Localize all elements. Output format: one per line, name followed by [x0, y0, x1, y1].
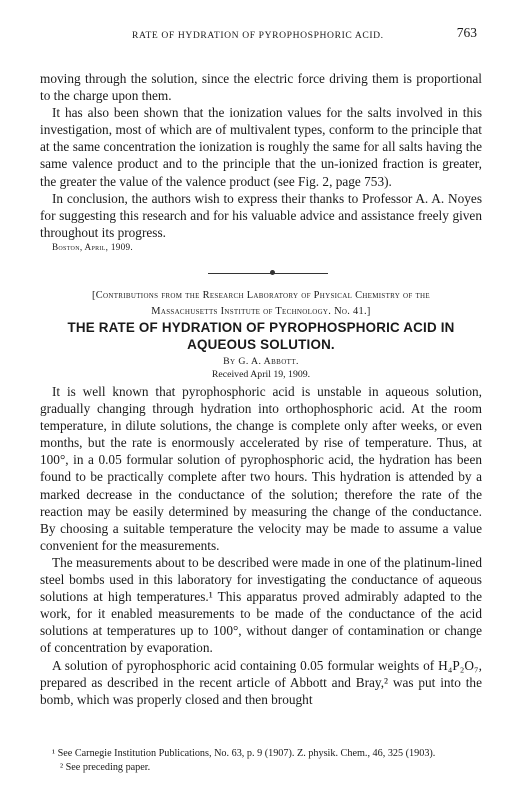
signoff: Boston, April, 1909. [52, 241, 134, 252]
author-byline: By G. A. Abbott. [223, 356, 299, 367]
article-title [40, 320, 482, 353]
contribution-line [40, 288, 482, 320]
article-title-line-1: THE RATE OF HYDRATION OF PYROPHOSPHORIC ACID IN [67, 320, 455, 335]
running-header [40, 25, 481, 45]
paragraph: It has also been shown that the ionization values for the salts involved in this investigation, most of which are of multivalent types, conform to the principle that at the same concentration the ionization is roughly the same for all salts having the same valence product and to the principle that the un-ionized fraction is greater, the greater the value of the valence product (see Fig. 2, page 753). [40, 105, 482, 189]
contribution-line-2: Massachusetts Institute of Technology. No. 41.] [151, 306, 371, 317]
paragraph: moving through the solution, since the electric force driving them is proportional to the charge upon them. [40, 71, 482, 104]
paragraph: The measurements about to be described were made in one of the platinum-lined steel bombs used in this laboratory for investigating the conductance of aqueous solutions at high temperatures.¹ This apparatus proved admirably adapted to the work, for it enabled measurements to be made of the conductance of the acid solutions at temperatures up to 100°, without danger of contamination or change of concentration by evaporation. [40, 554, 482, 656]
page-number: 763 [456, 25, 477, 40]
footnote: ¹ See Carnegie Institution Publications, No. 63, p. 9 (1907). Z. physik. Chem., 46, 325 (1903). [52, 748, 436, 759]
running-title: RATE OF HYDRATION OF PYROPHOSPHORIC ACID. [132, 30, 384, 41]
footnote: ² See preceding paper. [60, 761, 151, 773]
section-separator-rule [208, 273, 328, 274]
received-date: Received April 19, 1909. [211, 369, 311, 380]
contribution-line-1: [Contributions from the Research Laboratory of Physical Chemistry of the [92, 290, 430, 301]
separator-ornament [270, 270, 275, 275]
previous-article-ending [40, 70, 482, 254]
paragraph: It is well known that pyrophosphoric acid is unstable in aqueous solution, gradually changing through hydration into orthophosphoric acid. At the room temperature, in dilute solutions, the change is complete only after weeks, or even months, but the rate is enormously accelerated by rise of temperature. Thus, at 100°, in a 0.05 formular solution of pyrophosphoric acid, the hydration has been found to be practically complete after two hours. This hydration is attended by a marked decrease in the conductance of the solution; therefore the rate of the reaction may be easily determined by measuring the change of the conductance. By choosing a suitable temperature the velocity may be made to assume a value convenient for the measurements. [40, 384, 482, 553]
article-title-line-2: AQUEOUS SOLUTION. [187, 336, 335, 352]
paragraph: A solution of pyrophosphoric acid containing 0.05 formular weights of H₄P₂O₇, prepared as described in the recent article of Abbott and Bray,² was put into the bomb, which was properly closed and then brought [40, 657, 482, 707]
paragraph: In conclusion, the authors wish to express their thanks to Professor A. A. Noyes for suggesting this research and for his valuable advice and assistance freely given throughout its progress. [40, 190, 482, 240]
footnotes [40, 747, 482, 774]
article-body [40, 383, 482, 708]
